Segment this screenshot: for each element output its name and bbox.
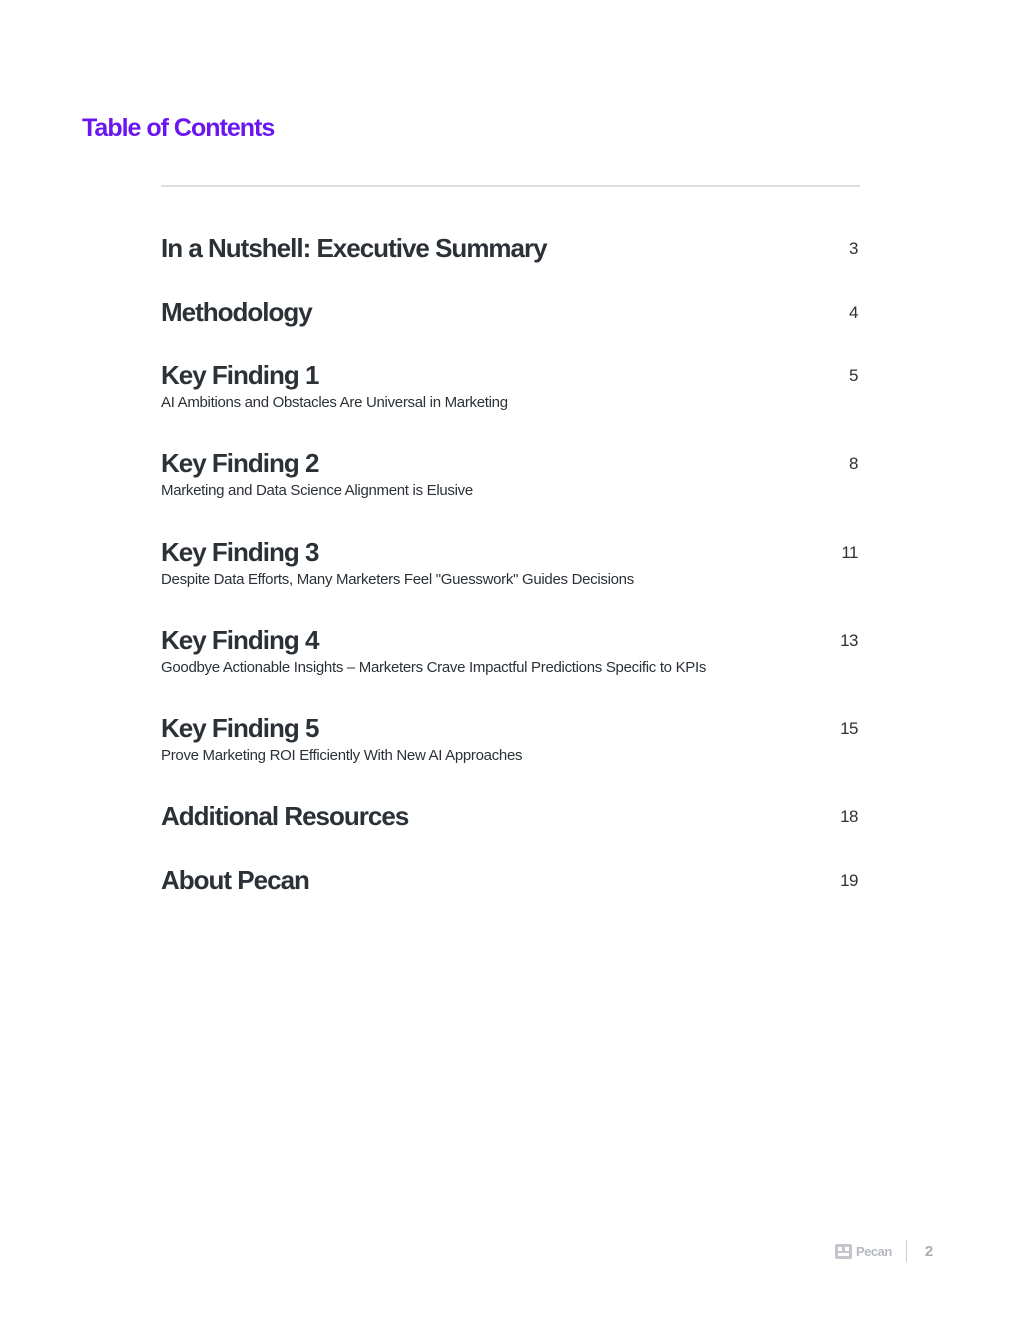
- toc-entry-key-finding-3[interactable]: [161, 536, 860, 590]
- pecan-logo-icon: [835, 1244, 852, 1259]
- toc-entry-heading: Key Finding 4: [161, 625, 319, 655]
- toc-entry-heading: Key Finding 5: [161, 713, 319, 743]
- toc-entry-page-number: 8: [849, 454, 858, 473]
- footer-page-number: 2: [924, 1242, 934, 1260]
- toc-entry-about-pecan[interactable]: [161, 864, 860, 896]
- toc-entry-heading: Key Finding 2: [161, 448, 319, 478]
- toc-entry-methodology[interactable]: [161, 296, 860, 328]
- toc-entry-page-number: 5: [849, 366, 858, 385]
- toc-entry-subtitle: Prove Marketing ROI Efficiently With New AI Approaches: [161, 747, 523, 764]
- page-footer: [835, 1240, 933, 1262]
- footer-separator: [906, 1240, 907, 1262]
- toc-entry-heading: In a Nutshell: Executive Summary: [161, 233, 547, 263]
- toc-entry-heading: Methodology: [161, 297, 312, 327]
- toc-entry-heading: Key Finding 1: [161, 360, 319, 390]
- toc-entry-key-finding-1[interactable]: [161, 359, 860, 413]
- title-divider: [161, 185, 860, 187]
- toc-entry-subtitle: AI Ambitions and Obstacles Are Universal in Marketing: [161, 394, 508, 411]
- toc-entry-page-number: 11: [841, 543, 858, 562]
- toc-entry-heading: About Pecan: [161, 865, 309, 895]
- toc-entry-page-number: 3: [849, 239, 858, 258]
- toc-entry-heading: Additional Resources: [161, 801, 409, 831]
- toc-entry-page-number: 4: [849, 303, 858, 322]
- toc-entry-key-finding-5[interactable]: [161, 712, 860, 766]
- toc-entry-subtitle: Despite Data Efforts, Many Marketers Feel "Guesswork" Guides Decisions: [161, 571, 634, 588]
- toc-entry-heading: Key Finding 3: [161, 537, 319, 567]
- toc-entry-key-finding-2[interactable]: [161, 447, 860, 501]
- toc-entry-subtitle: Marketing and Data Science Alignment is Elusive: [161, 482, 473, 499]
- toc-entry-subtitle: Goodbye Actionable Insights – Marketers Crave Impactful Predictions Specific to KPIs: [161, 659, 707, 676]
- toc-entry-page-number: 15: [840, 719, 858, 738]
- toc-entry-additional-resources[interactable]: [161, 800, 860, 832]
- toc-entry-executive-summary[interactable]: [161, 232, 860, 264]
- page-title: Table of Contents: [82, 114, 275, 142]
- toc-entry-page-number: 18: [840, 807, 858, 826]
- toc-entry-page-number: 13: [840, 631, 858, 650]
- toc-entry-key-finding-4[interactable]: [161, 624, 860, 678]
- footer-brand: Pecan: [856, 1243, 892, 1259]
- toc-entry-page-number: 19: [840, 871, 858, 890]
